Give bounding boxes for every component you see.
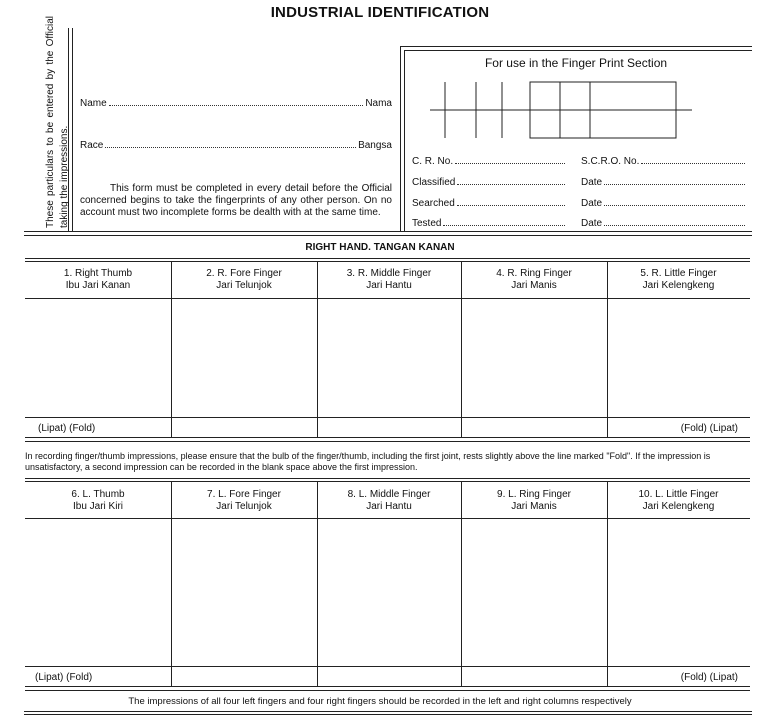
searched-date-label: Date: [581, 198, 603, 209]
right-finger-1-en: 1. Right Thumb: [63, 268, 133, 279]
right-hand-title: RIGHT HAND. TANGAN KANAN: [305, 242, 455, 253]
tested-date-row[interactable]: [581, 218, 747, 229]
right-finger-2-en: 2. R. Fore Finger: [206, 268, 282, 279]
left-finger-7-my: Jari Telunjok: [216, 501, 272, 512]
cr-no-line[interactable]: [455, 162, 565, 164]
fps-title: For use in the Finger Print Section: [484, 56, 668, 70]
form-title: INDUSTRIAL IDENTIFICATION: [270, 4, 490, 21]
left-finger-10-my: Jari Kelengkeng: [642, 501, 715, 512]
right-finger-4-my: Jari Manis: [511, 280, 557, 291]
left-finger-8-my: Jari Hantu: [366, 501, 412, 512]
left-table-top-inner: [25, 481, 750, 482]
left-finger-8-en: 8. L. Middle Finger: [347, 489, 431, 500]
classified-date-label: Date: [581, 177, 603, 188]
right-finger-2-my: Jari Telunjok: [216, 280, 272, 291]
fps-border-left-inner: [404, 50, 405, 231]
left-finger-6-impression-area[interactable]: [26, 519, 171, 666]
top-separator-2: [24, 235, 752, 236]
side-note: These particulars to be entered by the Official taking the impressions.: [45, 16, 70, 228]
left-table-bottom-inner: [25, 690, 750, 691]
left-finger-6-en: 6. L. Thumb: [71, 489, 125, 500]
cr-no-label: C. R. No.: [412, 156, 454, 167]
name-label: Name: [80, 98, 107, 109]
left-finger-7-impression-area[interactable]: [172, 519, 317, 666]
footer-line-2: [24, 714, 752, 715]
left-finger-7-header: [171, 489, 317, 513]
right-table-bottom: [25, 437, 750, 438]
tested-row[interactable]: [412, 218, 567, 229]
right-finger-5-impression-area[interactable]: [608, 299, 750, 417]
left-fold-line: [25, 666, 750, 667]
tested-line[interactable]: [443, 224, 565, 226]
right-fold-left-label: (Lipat) (Fold): [38, 423, 96, 434]
name-field-row[interactable]: [80, 98, 392, 109]
left-finger-10-en: 10. L. Little Finger: [638, 489, 719, 500]
classified-date-line[interactable]: [604, 183, 745, 185]
classified-label: Classified: [412, 177, 456, 188]
side-divider-2: [72, 28, 73, 231]
scro-no-row[interactable]: [581, 156, 747, 167]
fps-border-left-outer: [400, 46, 401, 231]
searched-label: Searched: [412, 198, 455, 209]
searched-row[interactable]: [412, 198, 567, 209]
right-finger-2-header: [171, 268, 317, 292]
left-finger-6-header: [25, 489, 171, 513]
right-finger-4-header: [461, 268, 607, 292]
classified-row[interactable]: [412, 177, 567, 188]
top-separator-1: [24, 231, 752, 232]
left-finger-6-my: Ibu Jari Kiri: [72, 501, 123, 512]
searched-date-row[interactable]: [581, 198, 747, 209]
scro-no-label: S.C.R.O. No.: [581, 156, 640, 167]
right-finger-3-en: 3. R. Middle Finger: [346, 268, 432, 279]
right-finger-4-en: 4. R. Ring Finger: [496, 268, 572, 279]
tested-date-line[interactable]: [604, 224, 745, 226]
scro-no-line[interactable]: [641, 162, 745, 164]
left-finger-9-en: 9. L. Ring Finger: [497, 489, 571, 500]
race-line[interactable]: [105, 146, 356, 148]
left-finger-9-header: [461, 489, 607, 513]
right-finger-5-my: Jari Kelengkeng: [642, 280, 715, 291]
footer-line-1: [24, 711, 752, 712]
left-fold-left-label: (Lipat) (Fold): [35, 672, 93, 683]
left-finger-9-impression-area[interactable]: [462, 519, 607, 666]
right-table-top: [25, 258, 750, 259]
right-finger-2-impression-area[interactable]: [172, 299, 317, 417]
searched-line[interactable]: [457, 204, 565, 206]
right-finger-4-impression-area[interactable]: [462, 299, 607, 417]
recording-note: In recording finger/thumb impressions, please ensure that the bulb of the finger/thumb, including the first joint, rests slightly above the line marked "Fold". If the impression is unsatisfactory, a second impression can be recorded in the blank space above the first impression.: [25, 451, 711, 472]
left-fold-right-label: (Fold) (Lipat): [680, 672, 738, 683]
left-finger-7-en: 7. L. Fore Finger: [207, 489, 281, 500]
tested-date-label: Date: [581, 218, 603, 229]
left-finger-9-my: Jari Manis: [511, 501, 557, 512]
classified-line[interactable]: [457, 183, 565, 185]
right-finger-1-impression-area[interactable]: [26, 299, 171, 417]
right-fold-line: [25, 417, 750, 418]
left-table-bottom: [25, 686, 750, 687]
left-finger-10-header: [607, 489, 750, 513]
right-fold-right-label: (Fold) (Lipat): [680, 423, 738, 434]
right-finger-5-header: [607, 268, 750, 292]
right-table-bottom-inner: [25, 441, 750, 442]
right-finger-1-my: Ibu Jari Kanan: [65, 280, 131, 291]
race-malay-label: Bangsa: [358, 140, 392, 151]
left-finger-8-header: [317, 489, 461, 513]
right-finger-1-header: [25, 268, 171, 292]
cr-no-row[interactable]: [412, 156, 567, 167]
searched-date-line[interactable]: [604, 204, 745, 206]
fps-border-top-inner: [404, 50, 752, 51]
name-malay-label: Nama: [365, 98, 392, 109]
race-label: Race: [80, 140, 104, 151]
classification-grid: [430, 78, 700, 142]
name-line[interactable]: [109, 104, 364, 106]
instruction-text: This form must be completed in every detail before the Official concerned begins to take the fingerprints of any other person. On no account must two incomplete forms be dealth with at the same time.: [80, 183, 392, 218]
tested-label: Tested: [412, 218, 442, 229]
classified-date-row[interactable]: [581, 177, 747, 188]
left-finger-10-impression-area[interactable]: [608, 519, 750, 666]
right-finger-3-my: Jari Hantu: [366, 280, 412, 291]
race-field-row[interactable]: [80, 140, 392, 151]
left-table-top: [25, 478, 750, 479]
left-finger-8-impression-area[interactable]: [318, 519, 461, 666]
right-finger-3-impression-area[interactable]: [318, 299, 461, 417]
right-table-top-inner: [25, 261, 750, 262]
tested-clip: [412, 214, 752, 229]
right-finger-3-header: [317, 268, 461, 292]
right-finger-5-en: 5. R. Little Finger: [640, 268, 717, 279]
fps-border-top-outer: [400, 46, 752, 47]
footer-note: The impressions of all four left fingers and four right fingers should be recorded in the left and right columns respectively: [128, 696, 632, 707]
